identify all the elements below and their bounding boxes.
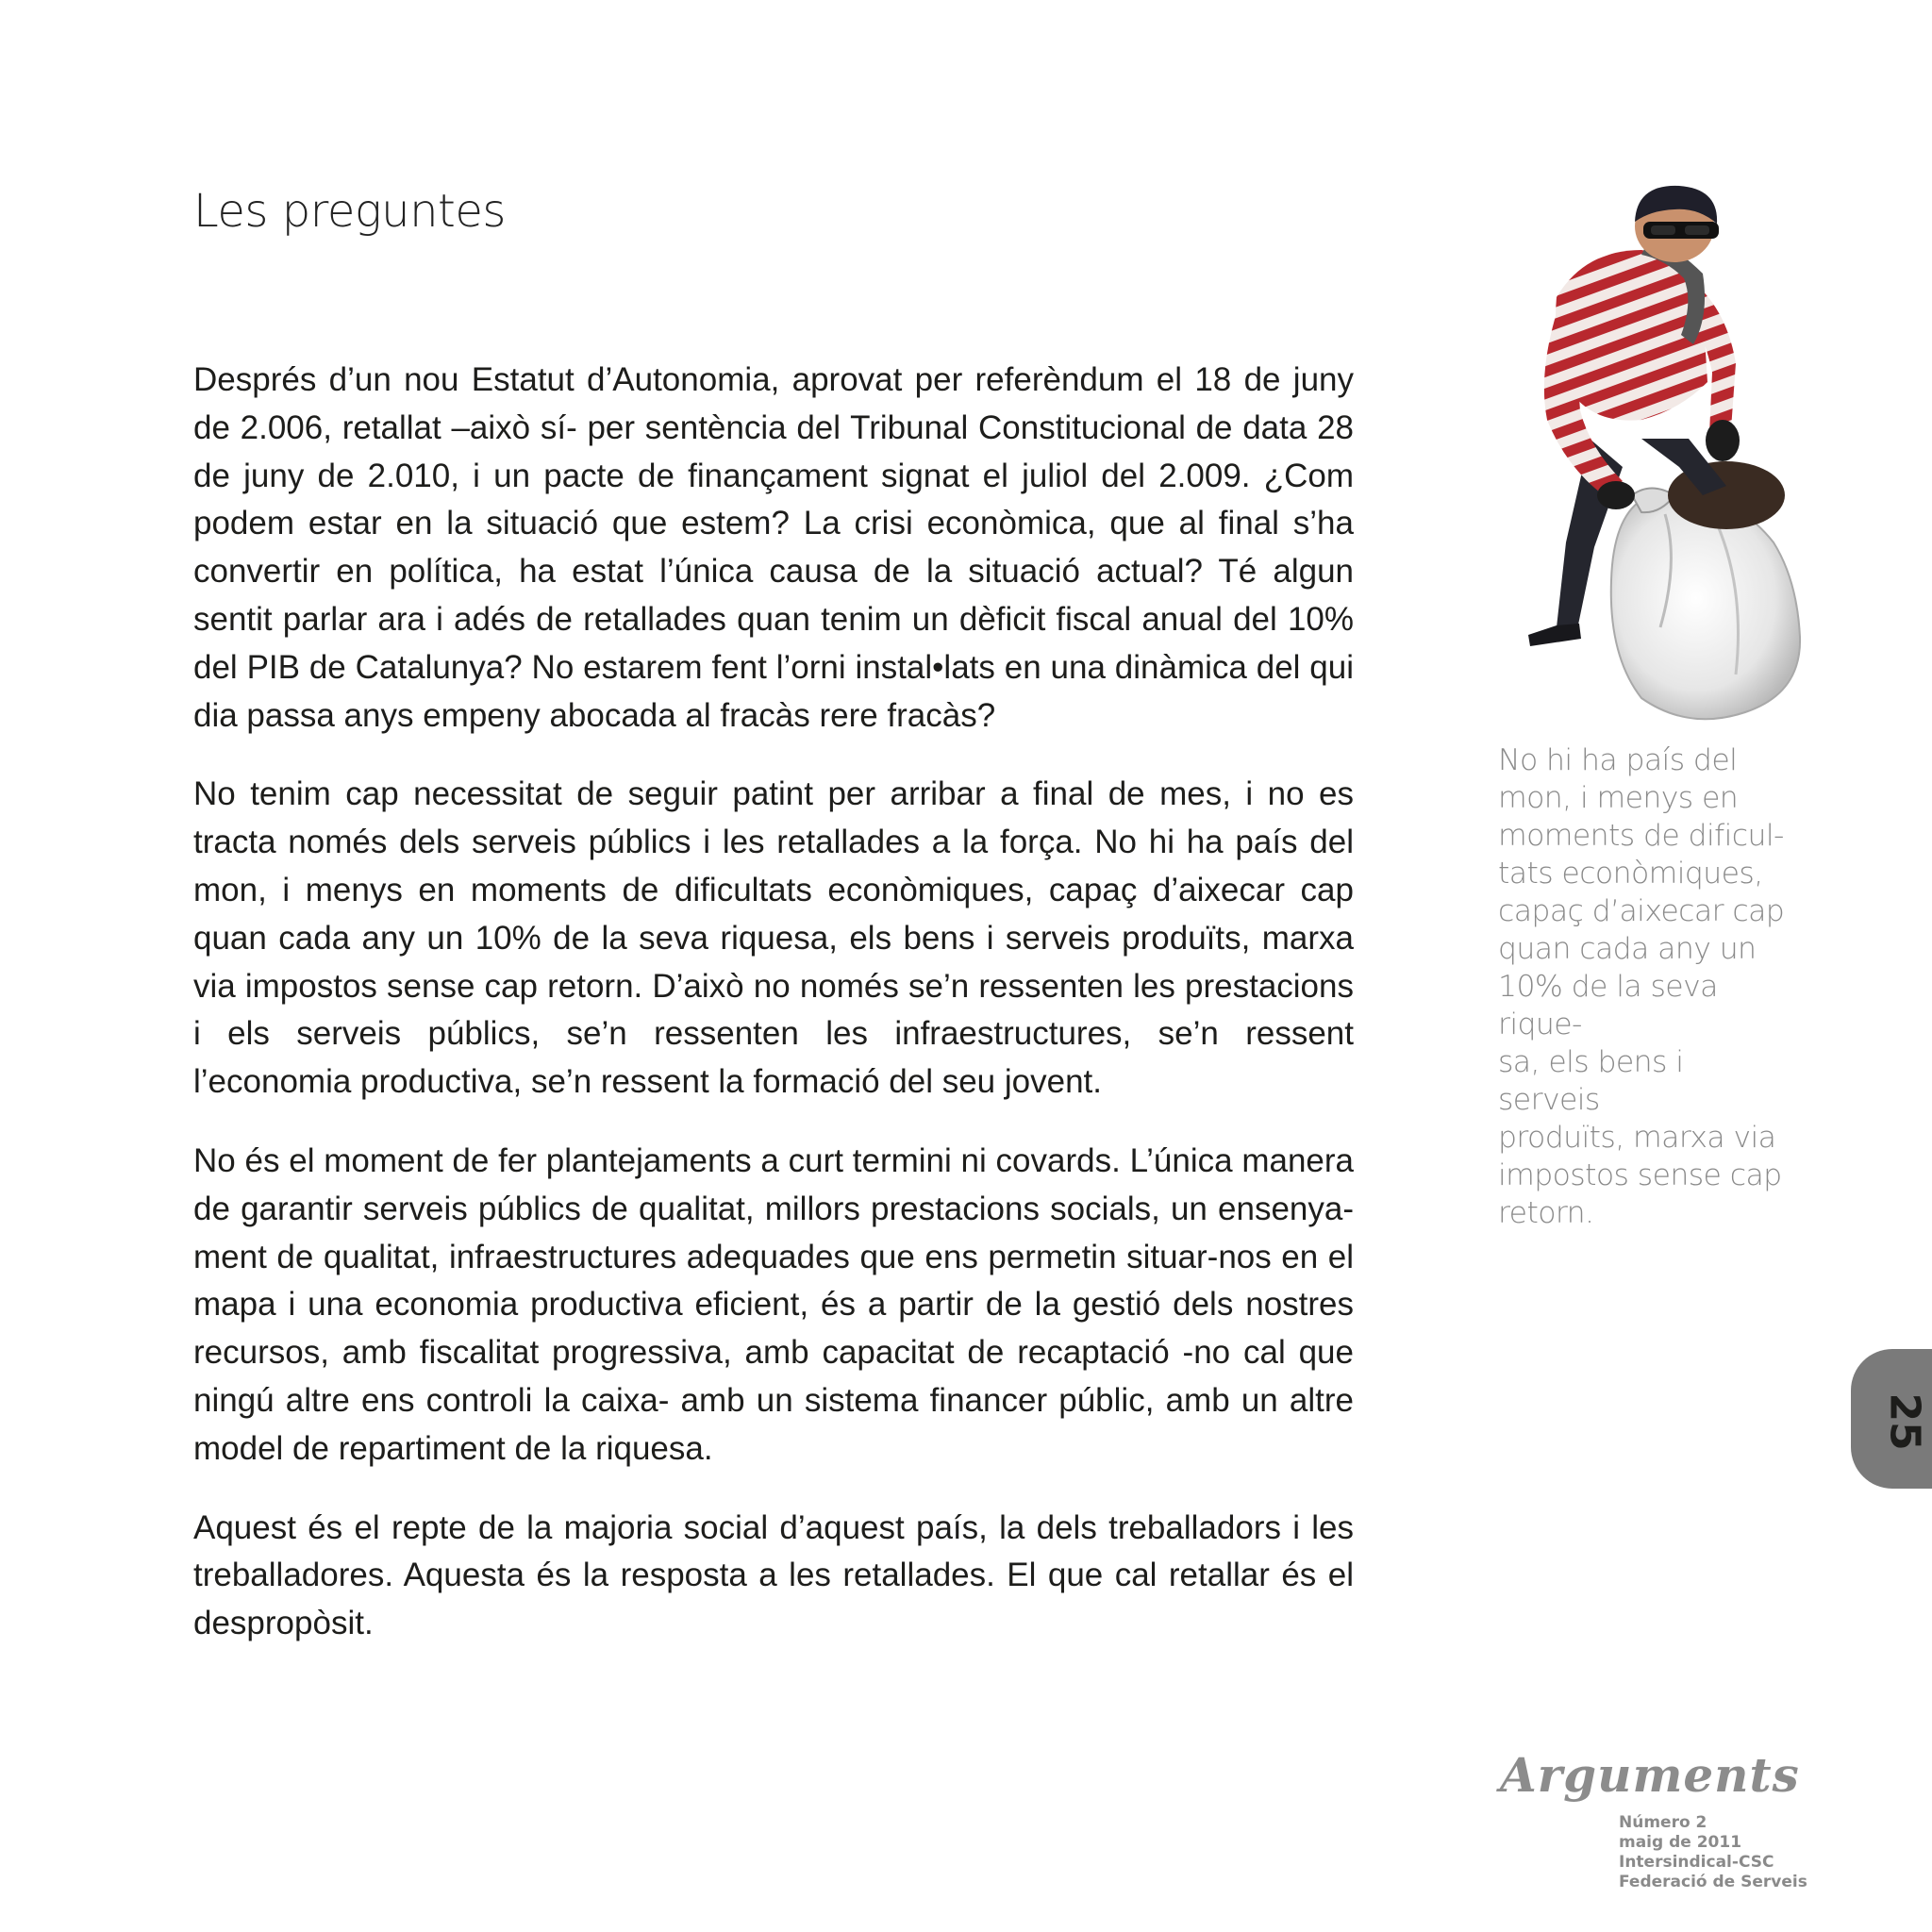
magazine-logo: Arguments [1500, 1747, 1800, 1803]
paragraph: Després d’un nou Estatut d’Autonomia, aprovat per referèndum el 18 de juny de 2.006, retallat –això sí- per sentència del Tribunal Constitucional de data 28 de juny de 2.010, i un pacte de finançament signat el juliol del 2.009. ¿Com podem estar en la situació que estem? La crisi econòmica, que al final s’ha convertir en política, ha estat l’única causa de la situació actual? Té algun sentit parlar ara i adés de retallades quan tenim un dèficit fiscal anual del 10% del PIB de Catalunya? No estarem fent l’orni instal•lats en una dinàmica del qui dia passa anys empeny abocada al fracàs rere fracàs? [193, 361, 1354, 734]
pull-quote-line: sa, els bens i serveis [1498, 1045, 1684, 1117]
issue-number: Número 2 [1619, 1813, 1707, 1832]
pull-quote-line: 10% de la seva rique- [1498, 970, 1718, 1041]
pull-quote-line: retorn. [1498, 1196, 1594, 1230]
pull-quote-line: tats econòmiques, [1498, 857, 1763, 891]
article-body [193, 357, 1354, 1679]
pull-quote-line: mon, i menys en [1498, 781, 1739, 815]
publisher: Intersindical-CSC [1619, 1853, 1774, 1872]
pull-quote-line: produïts, marxa via [1498, 1121, 1776, 1155]
pull-quote-line: quan cada any un [1498, 932, 1757, 966]
pull-quote-line: capaç d’aixecar cap [1498, 894, 1785, 928]
paragraph: No és el moment de fer plantejaments a curt termini ni covards. L’única manera de garantir serveis públics de qualitat, millors prestacions socials, un ensenya-ment de qualitat, infraestructures adequades que ens permetin situar-nos en el mapa i una economia productiva eficient, és a partir de la gestió dels nostres recursos, amb fiscalitat progressiva, amb capacitat de recaptació -no cal que ningú altre ens controli la caixa- amb un sistema financer públic, amb un altre model de repartiment de la riquesa. [193, 1141, 1354, 1467]
paragraph: Aquest és el repte de la majoria social d’aquest país, la dels treballadors i les treballadores. Aquesta és la resposta a les retallades. El que cal retallar és el despropòsit. [193, 1508, 1354, 1642]
pull-quote-line: moments de dificul- [1498, 819, 1784, 853]
paragraph: No tenim cap necessitat de seguir patint per arribar a final de mes, i no es tracta només dels serveis públics i les retallades a la força. No hi ha país del mon, i menys en moments de dificultats econòmiques, capaç d’aixecar cap quan cada any un 10% de la seva riquesa, els bens i serveis produïts, marxa via impostos sense cap retorn. D’això no només se’n ressenten les prestacions i els serveis públics, se’n ressenten les infraestructures, se’n ressent l’economia productiva, se’n ressent la formació del seu jovent. [193, 775, 1354, 1101]
federation: Federació de Serveis [1619, 1873, 1807, 1891]
pull-quote-line: impostos sense cap [1498, 1158, 1782, 1192]
issue-date: maig de 2011 [1619, 1833, 1742, 1852]
pull-quote-line: No hi ha país del [1498, 743, 1738, 777]
page-title: Les preguntes [193, 185, 506, 238]
magazine-info [1619, 1813, 1807, 1892]
pull-quote [1498, 741, 1790, 1232]
page-number: 25 [1880, 1392, 1929, 1451]
burglar-with-sack-icon [1500, 184, 1811, 726]
